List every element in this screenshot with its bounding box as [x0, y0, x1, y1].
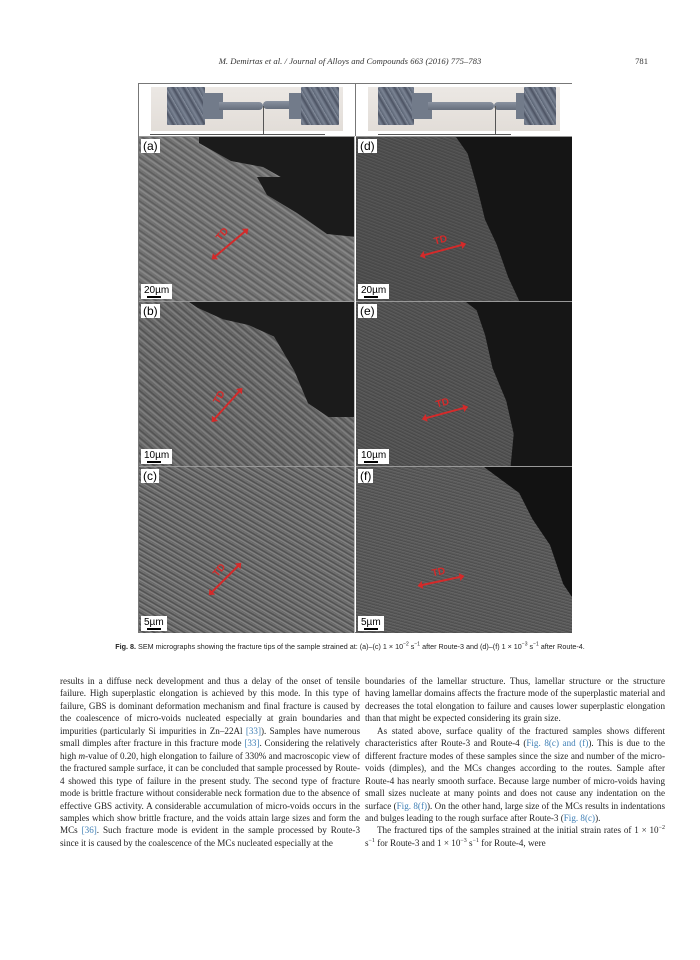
- caption-text: after Route-4.: [538, 642, 585, 651]
- specimen-grip-right: [524, 87, 556, 125]
- exponent: −2: [658, 825, 665, 832]
- scale-bar: 20µm: [141, 284, 172, 299]
- specimen-grip-left: [167, 87, 205, 125]
- text-run: . Such fracture mode is evident in the sample processed by Route-3 since it is caused by the coalescence of the MCs nucleated especially at the: [60, 825, 360, 848]
- text-run: results in a diffuse neck development and thus a delay of the onset of tensile failure. High superplastic elongation is achieved by this mode. In this type of failure, GBS is dominant deformation mechanism and final fracture is caused by the coalescence of micro-voids nucleated especially at grain boundaries and impurities (particularly Si impurities in Zn–22Al: [60, 676, 360, 736]
- body-column-right: [365, 675, 665, 849]
- scale-bar: 5µm: [141, 616, 167, 631]
- caption-text: s: [527, 642, 534, 651]
- text-run: ).: [595, 812, 601, 823]
- td-label: TD: [211, 561, 229, 580]
- panel-label: (e): [360, 304, 375, 318]
- bracket-line: [495, 106, 496, 134]
- panel-label: (a): [143, 139, 158, 153]
- figure-8: [138, 83, 572, 633]
- scale-bar: 10µm: [358, 449, 389, 464]
- paragraph: boundaries of the lamellar structure. Thus, lamellar structure or the structure having lamellar domains affects the fracture mode of the superplastic material and decreases the total elongation to failure and causes lower superplastic elongation than that might be expected considering its grain size.: [365, 676, 665, 724]
- panel-label: (f): [360, 469, 372, 483]
- page-number: 781: [635, 56, 648, 66]
- text-run: for Route-3 and 1 × 10: [374, 837, 461, 848]
- paragraph: [60, 675, 360, 849]
- text-run: s: [365, 837, 369, 848]
- specimen-photo-route-3: [139, 84, 356, 136]
- text-run: As stated above, surface quality of the fractured samples shows different characteristics after Route-3 and Route-4 (: [365, 725, 665, 749]
- caption-text: SEM micrographs showing the fracture tips of the sample strained at: (a)–(c) 1 × 10: [136, 642, 404, 651]
- citation-link-36[interactable]: [36]: [81, 825, 97, 836]
- figure-link-8c[interactable]: Fig. 8(c): [563, 812, 596, 823]
- td-label: TD: [432, 233, 449, 248]
- bracket-line: [263, 106, 264, 134]
- text-run: . Considering the relatively high: [60, 738, 360, 761]
- sem-panel-b: [139, 301, 355, 466]
- specimen-grip-right: [301, 87, 339, 125]
- text-run: ). This is due to the different fracture modes of these samples since the size and number of the micro-voids (dimples), and the MCs changes according to the routes. Sample after Route-4 has nearly smooth surface. Because large number of micro-voids having small sizes nucleate at many points and does not cause any indentation on the surface (: [365, 738, 665, 811]
- sem-panel-d: [356, 136, 572, 301]
- background-void: [484, 467, 572, 597]
- bracket-line: [378, 134, 511, 135]
- citation-link-33[interactable]: [33]: [244, 738, 260, 749]
- exponent: −3: [460, 837, 467, 844]
- text-run: The fractured tips of the samples strained at the initial strain rates of 1 × 10: [377, 825, 659, 836]
- caption-label: Fig. 8.: [115, 642, 137, 651]
- specimen-photo-route-4: [356, 84, 572, 136]
- caption-exponent: −2: [403, 641, 409, 648]
- text-run: ). Samples have numerous small dimples after fracture in this fracture mode: [60, 725, 360, 749]
- caption-text: after Route-3 and (d)–(f) 1 × 10: [420, 642, 522, 651]
- text-run: for Route-4, were: [478, 837, 546, 848]
- caption-exponent: −1: [533, 641, 539, 648]
- panel-label: (c): [143, 469, 157, 483]
- sem-panel-c: [139, 466, 355, 633]
- sem-panel-e: [356, 301, 572, 466]
- text-run: -value of 0.20, high elongation to failure of 330% and macroscopic view of the fractured sample surface, it can be concluded that sample processed by Route-4 showed this type of failure in the present study. The second type of fracture mode is brittle fracture without considerable neck formation due to the absence of effective GBS activity. A considerable accumulation of micro-voids occurs in the samples which show brittle fracture, and the voids attain large sizes and form the MCs: [60, 750, 360, 836]
- italic-symbol: m: [78, 750, 86, 761]
- sem-panel-a: [139, 136, 355, 301]
- text-run: s: [466, 837, 473, 848]
- journal-citation: M. Demirtas et al. / Journal of Alloys and Compounds 663 (2016) 775–783: [218, 56, 482, 66]
- td-label: TD: [431, 565, 447, 580]
- scale-bar: 5µm: [358, 616, 384, 631]
- specimen-gauge-left: [428, 102, 494, 110]
- text-run: ). On the other hand, large size of the MCs results in indentations and bulges leading to the rough surface after Route-3 (: [365, 800, 665, 823]
- background-void: [466, 302, 572, 466]
- running-head: [0, 56, 700, 70]
- background-void: [257, 177, 355, 237]
- panel-label: (b): [143, 304, 158, 318]
- panel-label: (d): [360, 139, 375, 153]
- td-label: TD: [214, 225, 232, 244]
- bracket-line: [150, 134, 325, 135]
- paragraph: [365, 725, 665, 825]
- exponent: −1: [472, 837, 479, 844]
- sem-panel-f: [356, 466, 572, 633]
- figure-caption: [0, 642, 700, 651]
- caption-text: s: [408, 642, 415, 651]
- td-label: TD: [434, 396, 451, 411]
- td-label: TD: [211, 388, 228, 407]
- caption-exponent: −1: [414, 641, 421, 648]
- background-void: [456, 137, 572, 301]
- citation-link-33[interactable]: [33]: [245, 725, 262, 736]
- body-column-left: [60, 675, 360, 849]
- figure-link-8cf[interactable]: Fig. 8(c) and (f): [526, 738, 589, 749]
- caption-exponent: −3: [521, 641, 528, 648]
- paragraph: [365, 824, 665, 849]
- exponent: −1: [368, 837, 375, 844]
- figure-link-8f[interactable]: Fig. 8(f): [396, 800, 427, 811]
- specimen-gauge-left: [219, 102, 263, 110]
- scale-bar: 20µm: [358, 284, 389, 299]
- specimen-grip-left: [378, 87, 414, 125]
- scale-bar: 10µm: [141, 449, 172, 464]
